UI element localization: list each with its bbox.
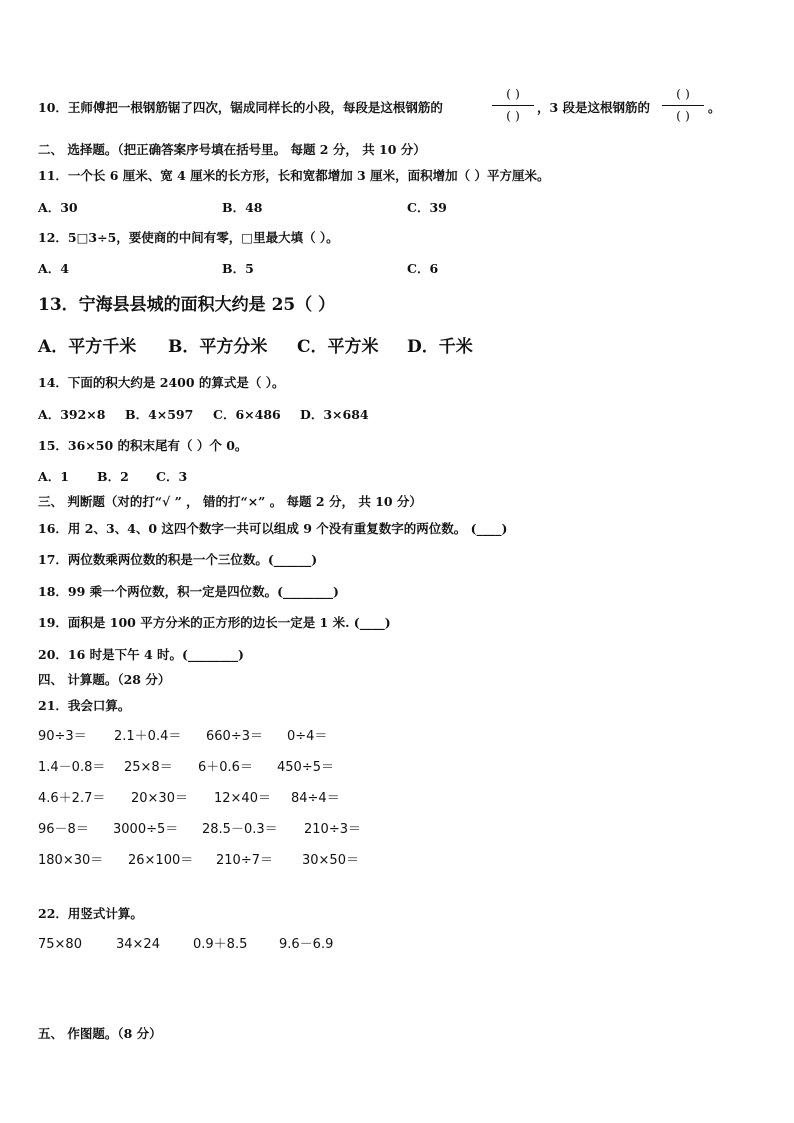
q13-option-b: B．平方分米 — [168, 337, 268, 357]
question-13-stem: 13．宁海县县城的面积大约是 25（ ） — [38, 295, 336, 315]
section-5-heading: 五、 作图题。（8 分） — [38, 1026, 162, 1041]
q13-option-a: A．平方千米 — [38, 337, 137, 357]
q12-option-c: C．6 — [407, 261, 439, 276]
q12-option-a: A．4 — [38, 261, 69, 276]
fraction-bar — [492, 105, 534, 106]
oral-calc-item: 1.4－0.8＝ — [38, 760, 106, 775]
q14-option-d: D．3×684 — [300, 407, 369, 422]
question-10 — [38, 100, 443, 116]
question-21-title: 21．我会口算。 — [38, 698, 131, 713]
oral-calc-item: 30×50＝ — [302, 853, 359, 868]
oral-calc-item: 26×100＝ — [128, 853, 194, 868]
q11-option-b: B．48 — [222, 200, 263, 215]
q10-text-c: 。 — [708, 100, 721, 115]
fraction-bar — [662, 105, 704, 106]
oral-calc-item: 210÷7＝ — [216, 853, 273, 868]
oral-calc-item: 4.6＋2.7＝ — [38, 791, 106, 806]
fraction-denominator-blank: ( ) — [506, 108, 520, 123]
q15-option-a: A．1 — [38, 469, 69, 484]
oral-calc-item: 180×30＝ — [38, 853, 104, 868]
oral-calc-item: 2.1＋0.4＝ — [114, 729, 182, 744]
oral-calc-item: 28.5－0.3＝ — [202, 822, 278, 837]
oral-calc-item: 3000÷5＝ — [113, 822, 179, 837]
q12-option-b: B．5 — [222, 261, 254, 276]
question-12-stem: 12．5□3÷5，要使商的中间有零，□里最大填（ ）。 — [38, 230, 339, 245]
oral-calc-item: 20×30＝ — [131, 791, 188, 806]
question-22-title: 22．用竖式计算。 — [38, 906, 143, 921]
fraction-denominator-blank: ( ) — [676, 108, 690, 123]
judge-question-16: 16．用 2、3、4、0 这四个数字一共可以组成 9 个没有重复数字的两位数。 (____) — [38, 521, 508, 536]
q14-option-b: B．4×597 — [125, 407, 194, 422]
section-2-heading: 二、 选择题。（把正确答案序号填在括号里。 每题 2 分， 共 10 分） — [38, 142, 426, 157]
judge-question-18: 18．99 乘一个两位数，积一定是四位数。(________) — [38, 584, 339, 599]
judge-question-17: 17．两位数乘两位数的积是一个三位数。(______) — [38, 552, 318, 567]
fraction-numerator-blank: ( ) — [676, 86, 690, 101]
q11-option-a: A．30 — [38, 200, 78, 215]
q10-text-a: 10．王师傅把一根钢筋锯了四次，锯成同样长的小段，每段是这根钢筋的 — [38, 100, 443, 115]
fraction-numerator-blank: ( ) — [506, 86, 520, 101]
q13-option-d: D．千米 — [407, 337, 473, 357]
section-3-heading: 三、 判断题（对的打“√ ” ， 错的打“×” 。 每题 2 分， 共 10 分） — [38, 494, 422, 509]
oral-calc-item: 450÷5＝ — [277, 760, 334, 775]
question-15-stem: 15．36×50 的积末尾有（ ）个 0。 — [38, 438, 248, 453]
q10-text-b: ，3 段是这根钢筋的 — [537, 100, 651, 115]
q13-option-c: C．平方米 — [297, 337, 379, 357]
question-14-stem: 14．下面的积大约是 2400 的算式是（ ）。 — [38, 375, 285, 390]
oral-calc-item: 90÷3＝ — [38, 729, 87, 744]
question-11-stem: 11．一个长 6 厘米、宽 4 厘米的长方形，长和宽都增加 3 厘米，面积增加（ ）平方厘米。 — [38, 168, 550, 183]
oral-calc-item: 12×40＝ — [214, 791, 271, 806]
oral-calc-item: 25×8＝ — [124, 760, 173, 775]
judge-question-20: 20．16 时是下午 4 时。(________) — [38, 647, 244, 662]
oral-calc-item: 0÷4＝ — [287, 729, 328, 744]
vertical-calc-item: 0.9＋8.5 — [193, 937, 248, 952]
vertical-calc-item: 34×24 — [116, 937, 160, 952]
oral-calc-item: 96－8＝ — [38, 822, 89, 837]
fraction-blank-2 — [662, 86, 704, 126]
oral-calc-item: 84÷4＝ — [291, 791, 340, 806]
q15-option-c: C．3 — [156, 469, 188, 484]
judge-question-19: 19．面积是 100 平方分米的正方形的边长一定是 1 米. (____) — [38, 615, 391, 630]
section-4-heading: 四、 计算题。（28 分） — [38, 672, 171, 687]
vertical-calc-item: 75×80 — [38, 937, 82, 952]
oral-calc-item: 210÷3＝ — [304, 822, 361, 837]
oral-calc-item: 660÷3＝ — [206, 729, 263, 744]
q14-option-c: C．6×486 — [213, 407, 281, 422]
q14-option-a: A．392×8 — [38, 407, 106, 422]
q11-option-c: C．39 — [407, 200, 447, 215]
oral-calc-item: 6＋0.6＝ — [198, 760, 253, 775]
vertical-calc-item: 9.6－6.9 — [279, 937, 334, 952]
fraction-blank-1 — [492, 86, 534, 126]
q15-option-b: B．2 — [97, 469, 129, 484]
